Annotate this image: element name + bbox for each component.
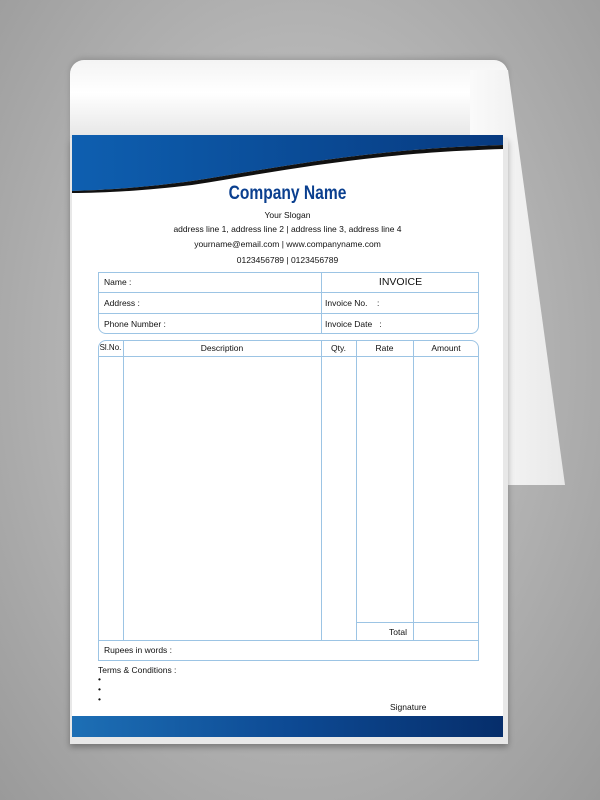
contact-line: yourname@email.com | www.companyname.com	[194, 239, 381, 249]
notepad-back-sheet	[70, 60, 508, 142]
invoice-title: INVOICE	[378, 276, 423, 288]
items-table	[98, 340, 479, 661]
terms-bullet: •	[98, 694, 101, 704]
col-divider	[413, 340, 414, 640]
header-divider	[98, 356, 479, 357]
company-name: Company Name	[228, 183, 347, 204]
col-header-rate: Rate	[375, 343, 394, 353]
col-divider	[321, 340, 322, 640]
divider	[98, 292, 479, 293]
terms-bullet: •	[98, 674, 101, 684]
address-line: address line 1, address line 2 | address line 3, address line 4	[173, 224, 402, 234]
divider	[98, 313, 479, 314]
slogan: Your Slogan	[264, 210, 311, 220]
invoice-no-label: Invoice No. :	[325, 298, 380, 308]
col-header-amount: Amount	[431, 343, 461, 353]
col-header-description: Description	[200, 343, 244, 353]
rupees-divider	[98, 640, 479, 641]
address-label: Address :	[104, 298, 140, 308]
phone-line: 0123456789 | 0123456789	[236, 255, 339, 265]
col-divider	[356, 340, 357, 640]
terms-bullet: •	[98, 684, 101, 694]
col-header-slno: Sl.No.	[99, 343, 122, 352]
name-label: Name :	[104, 277, 132, 287]
total-label: Total	[389, 627, 407, 637]
invoice-date-label: Invoice Date :	[325, 319, 382, 329]
rupees-in-words-label: Rupees in words :	[104, 645, 173, 655]
col-divider	[123, 340, 124, 640]
signature-label: Signature	[390, 702, 427, 712]
total-divider	[356, 622, 479, 623]
terms-label: Terms & Conditions :	[98, 665, 177, 675]
phone-label: Phone Number :	[104, 319, 166, 329]
invoice-page	[72, 135, 503, 737]
col-header-qty: Qty.	[331, 343, 346, 353]
footer-bar	[72, 716, 503, 737]
